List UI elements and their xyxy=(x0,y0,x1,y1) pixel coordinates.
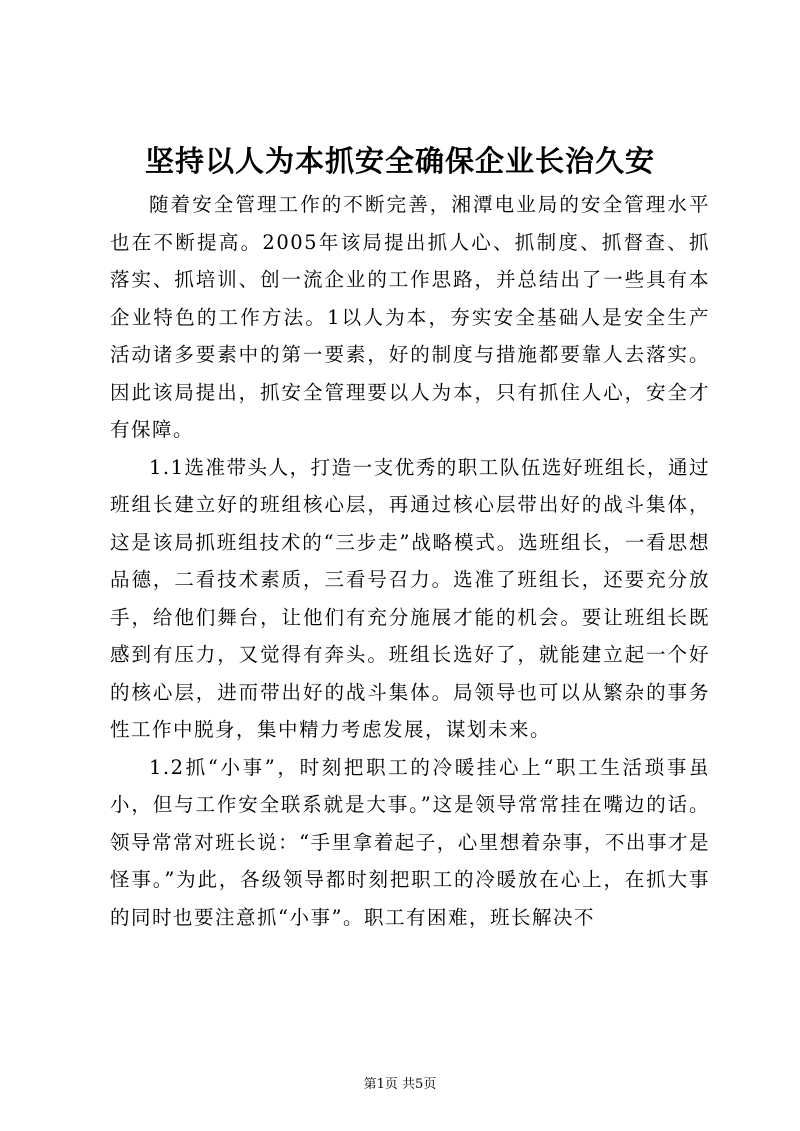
document-title: 坚持以人为本抓安全确保企业长治久安 xyxy=(144,144,655,178)
paragraph: 1.2抓“小事”，时刻把职工的冷暖挂心上“职工生活琐事虽小，但与工作安全联系就是大事。”这是领导常常挂在嘴边的话。领导常常对班长说：“手里拿着起子，心里想着杂事，不出事才是怪事。”为此，各级领导都时刻把职工的冷暖放在心上，在抓大事的同时也要注意抓“小事”。职工有困难，班长解决不 xyxy=(110,755,710,929)
paragraph: 随着安全管理工作的不断完善，湘潭电业局的安全管理水平也在不断提高。2005年该局提出抓人心、抓制度、抓督查、抓落实、抓培训、创一流企业的工作思路，并总结出了一些具有本企业特色的工作方法。1以人为本，夯实安全基础人是安全生产活动诸多要素中的第一要素，好的制度与措施都要靠人去落实。因此该局提出，抓安全管理要以人为本，只有抓住人心，安全才有保障。 xyxy=(110,193,710,441)
paragraph: 1.1选准带头人，打造一支优秀的职工队伍选好班组长，通过班组长建立好的班组核心层，再通过核心层带出好的战斗集体，这是该局抓班组技术的“三步走”战略模式。选班组长，一看思想品德，二看技术素质，三看号召力。选准了班组长，还要充分放手，给他们舞台，让他们有充分施展才能的机会。要让班组长既感到有压力，又觉得有奔头。班组长选好了，就能建立起一个好的核心层，进而带出好的战斗集体。局领导也可以从繁杂的事务性工作中脱身，集中精力考虑发展，谋划未来。 xyxy=(110,455,710,741)
page-footer: 第1页 共5页 xyxy=(363,1077,437,1092)
document-body xyxy=(110,186,710,936)
